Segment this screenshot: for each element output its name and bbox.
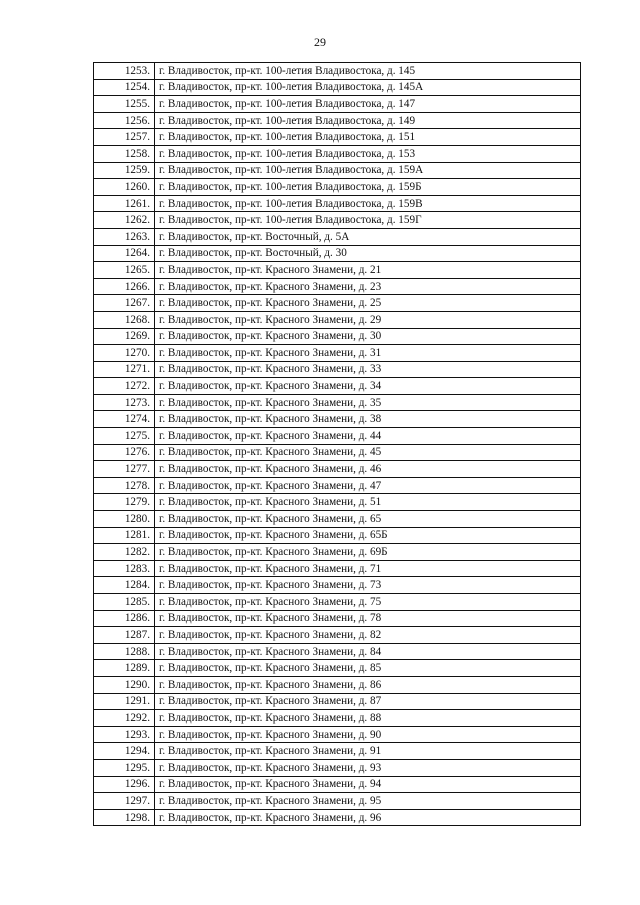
row-number: 1286. [94,610,155,627]
table-row [94,63,581,80]
row-address: г. Владивосток, пр-кт. Красного Знамени, д. 65Б [155,527,581,544]
row-number: 1294. [94,743,155,760]
row-address: г. Владивосток, пр-кт. Восточный, д. 5А [155,228,581,245]
row-number: 1269. [94,328,155,345]
row-address: г. Владивосток, пр-кт. Красного Знамени, д. 31 [155,345,581,362]
table-row [94,262,581,279]
row-number: 1267. [94,295,155,312]
row-address: г. Владивосток, пр-кт. 100-летия Владивостока, д. 147 [155,96,581,113]
table-row [94,179,581,196]
table-row [94,809,581,826]
row-address: г. Владивосток, пр-кт. Красного Знамени, д. 23 [155,278,581,295]
table-row [94,676,581,693]
row-number: 1273. [94,394,155,411]
row-address: г. Владивосток, пр-кт. Красного Знамени, д. 69Б [155,544,581,561]
row-address: г. Владивосток, пр-кт. Красного Знамени, д. 75 [155,594,581,611]
row-address: г. Владивосток, пр-кт. 100-летия Владивостока, д. 145А [155,79,581,96]
row-number: 1280. [94,511,155,528]
table-row [94,212,581,229]
table-row [94,195,581,212]
table-row [94,594,581,611]
table-row [94,378,581,395]
row-number: 1256. [94,112,155,129]
row-address: г. Владивосток, пр-кт. Красного Знамени, д. 90 [155,726,581,743]
row-address: г. Владивосток, пр-кт. Красного Знамени, д. 91 [155,743,581,760]
row-address: г. Владивосток, пр-кт. Красного Знамени, д. 29 [155,311,581,328]
row-number: 1281. [94,527,155,544]
row-number: 1292. [94,710,155,727]
row-address: г. Владивосток, пр-кт. Красного Знамени, д. 38 [155,411,581,428]
address-table-body [94,63,581,826]
row-number: 1268. [94,311,155,328]
row-address: г. Владивосток, пр-кт. Красного Знамени, д. 84 [155,643,581,660]
table-row [94,726,581,743]
row-address: г. Владивосток, пр-кт. 100-летия Владивостока, д. 159А [155,162,581,179]
table-row [94,544,581,561]
row-number: 1290. [94,676,155,693]
row-address: г. Владивосток, пр-кт. Красного Знамени, д. 21 [155,262,581,279]
table-row [94,162,581,179]
table-row [94,129,581,146]
table-row [94,643,581,660]
row-address: г. Владивосток, пр-кт. Красного Знамени, д. 34 [155,378,581,395]
row-number: 1288. [94,643,155,660]
table-row [94,693,581,710]
row-number: 1260. [94,179,155,196]
row-number: 1289. [94,660,155,677]
table-row [94,112,581,129]
table-row [94,145,581,162]
table-row [94,411,581,428]
row-number: 1278. [94,477,155,494]
row-number: 1266. [94,278,155,295]
row-address: г. Владивосток, пр-кт. Красного Знамени, д. 71 [155,560,581,577]
page-number: 29 [314,35,326,49]
row-address: г. Владивосток, пр-кт. Красного Знамени, д. 44 [155,428,581,445]
row-number: 1284. [94,577,155,594]
row-number: 1255. [94,96,155,113]
table-row [94,461,581,478]
row-number: 1258. [94,145,155,162]
row-address: г. Владивосток, пр-кт. 100-летия Владивостока, д. 153 [155,145,581,162]
table-row [94,710,581,727]
row-number: 1261. [94,195,155,212]
row-address: г. Владивосток, пр-кт. Красного Знамени, д. 51 [155,494,581,511]
row-number: 1282. [94,544,155,561]
table-row [94,477,581,494]
row-number: 1283. [94,560,155,577]
row-address: г. Владивосток, пр-кт. Красного Знамени, д. 46 [155,461,581,478]
row-number: 1253. [94,63,155,80]
table-row [94,394,581,411]
row-number: 1287. [94,627,155,644]
table-row [94,361,581,378]
row-number: 1293. [94,726,155,743]
table-row [94,560,581,577]
table-row [94,660,581,677]
row-number: 1263. [94,228,155,245]
row-address: г. Владивосток, пр-кт. Красного Знамени, д. 33 [155,361,581,378]
row-address: г. Владивосток, пр-кт. Красного Знамени, д. 45 [155,444,581,461]
row-address: г. Владивосток, пр-кт. 100-летия Владивостока, д. 151 [155,129,581,146]
table-row [94,228,581,245]
row-address: г. Владивосток, пр-кт. 100-летия Владивостока, д. 145 [155,63,581,80]
row-address: г. Владивосток, пр-кт. 100-летия Владивостока, д. 159Г [155,212,581,229]
row-number: 1265. [94,262,155,279]
address-table [93,62,581,826]
row-number: 1279. [94,494,155,511]
table-row [94,494,581,511]
row-address: г. Владивосток, пр-кт. Красного Знамени, д. 86 [155,676,581,693]
table-row [94,311,581,328]
row-number: 1259. [94,162,155,179]
row-address: г. Владивосток, пр-кт. 100-летия Владивостока, д. 149 [155,112,581,129]
table-row [94,511,581,528]
row-address: г. Владивосток, пр-кт. 100-летия Владивостока, д. 159Б [155,179,581,196]
row-number: 1271. [94,361,155,378]
table-row [94,428,581,445]
table-row [94,444,581,461]
row-address: г. Владивосток, пр-кт. Красного Знамени, д. 85 [155,660,581,677]
row-address: г. Владивосток, пр-кт. 100-летия Владивостока, д. 159В [155,195,581,212]
row-address: г. Владивосток, пр-кт. Красного Знамени, д. 73 [155,577,581,594]
row-address: г. Владивосток, пр-кт. Красного Знамени, д. 96 [155,809,581,826]
row-number: 1285. [94,594,155,611]
row-number: 1270. [94,345,155,362]
table-row [94,776,581,793]
row-address: г. Владивосток, пр-кт. Красного Знамени, д. 87 [155,693,581,710]
row-number: 1291. [94,693,155,710]
row-address: г. Владивосток, пр-кт. Красного Знамени, д. 78 [155,610,581,627]
table-row [94,610,581,627]
row-number: 1276. [94,444,155,461]
row-address: г. Владивосток, пр-кт. Восточный, д. 30 [155,245,581,262]
row-number: 1275. [94,428,155,445]
row-address: г. Владивосток, пр-кт. Красного Знамени, д. 47 [155,477,581,494]
table-row [94,295,581,312]
table-row [94,345,581,362]
table-row [94,793,581,810]
table-row [94,627,581,644]
row-address: г. Владивосток, пр-кт. Красного Знамени, д. 65 [155,511,581,528]
table-row [94,96,581,113]
row-number: 1296. [94,776,155,793]
row-address: г. Владивосток, пр-кт. Красного Знамени, д. 93 [155,759,581,776]
table-row [94,759,581,776]
row-number: 1274. [94,411,155,428]
row-number: 1264. [94,245,155,262]
row-address: г. Владивосток, пр-кт. Красного Знамени, д. 82 [155,627,581,644]
row-address: г. Владивосток, пр-кт. Красного Знамени, д. 95 [155,793,581,810]
table-row [94,743,581,760]
row-number: 1272. [94,378,155,395]
row-address: г. Владивосток, пр-кт. Красного Знамени, д. 25 [155,295,581,312]
row-number: 1277. [94,461,155,478]
row-address: г. Владивосток, пр-кт. Красного Знамени, д. 30 [155,328,581,345]
row-number: 1254. [94,79,155,96]
row-address: г. Владивосток, пр-кт. Красного Знамени, д. 94 [155,776,581,793]
row-number: 1297. [94,793,155,810]
table-row [94,577,581,594]
table-row [94,328,581,345]
table-row [94,278,581,295]
row-number: 1298. [94,809,155,826]
row-address: г. Владивосток, пр-кт. Красного Знамени, д. 88 [155,710,581,727]
row-number: 1295. [94,759,155,776]
table-row [94,79,581,96]
row-number: 1257. [94,129,155,146]
row-address: г. Владивосток, пр-кт. Красного Знамени, д. 35 [155,394,581,411]
table-row [94,527,581,544]
row-number: 1262. [94,212,155,229]
table-row [94,245,581,262]
